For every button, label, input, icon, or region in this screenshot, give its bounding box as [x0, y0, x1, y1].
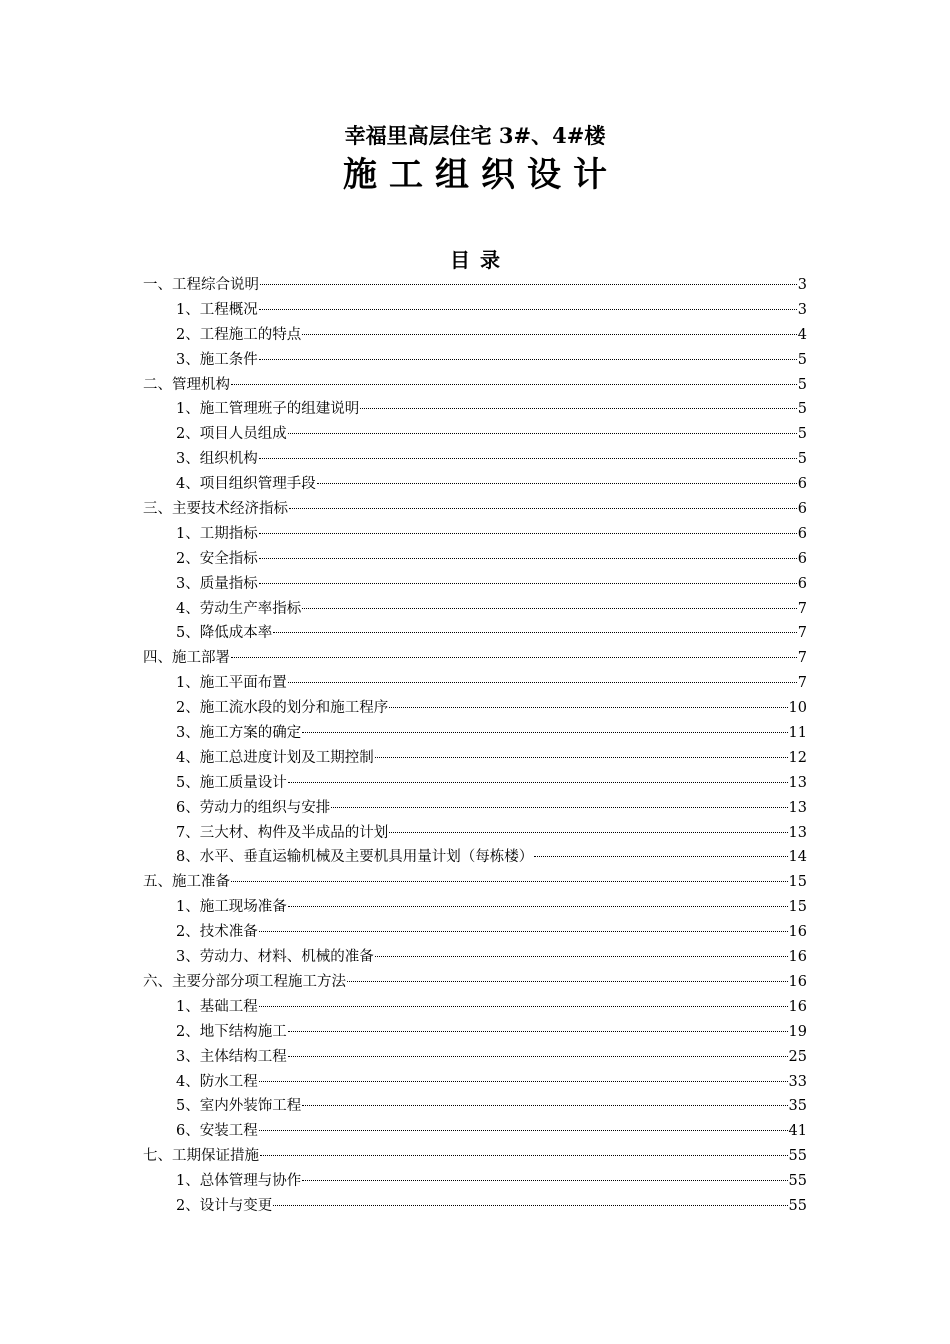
toc-entry-label: 3、施工方案的确定 — [176, 725, 302, 742]
toc-page-number: 15 — [788, 899, 807, 916]
toc-entry-label: 七、工期保证措施 — [143, 1148, 259, 1165]
document-title: 施工组织设计 — [343, 155, 619, 195]
toc-subsection-entry[interactable] — [143, 945, 807, 970]
toc-dot-leader — [259, 1130, 788, 1131]
toc-subsection-entry[interactable] — [143, 1169, 807, 1194]
toc-section-entry[interactable] — [143, 870, 807, 895]
table-of-contents — [143, 273, 807, 1219]
toc-subsection-entry[interactable] — [143, 845, 807, 870]
toc-page-number: 7 — [797, 600, 807, 617]
toc-subsection-entry[interactable] — [143, 1070, 807, 1095]
toc-entry-label: 8、水平、垂直运输机械及主要机具用量计划（每栋楼） — [176, 849, 534, 866]
toc-dot-leader — [288, 433, 797, 434]
toc-dot-leader — [288, 906, 788, 907]
toc-entry-label: 1、施工现场准备 — [176, 899, 287, 916]
toc-page-number: 13 — [788, 799, 807, 816]
toc-dot-leader — [260, 1155, 788, 1156]
toc-dot-leader — [288, 1056, 788, 1057]
toc-entry-label: 一、工程综合说明 — [143, 277, 259, 293]
toc-entry-label: 6、劳动力的组织与安排 — [176, 799, 331, 816]
toc-entry-label: 2、工程施工的特点 — [176, 326, 302, 343]
toc-dot-leader — [288, 782, 788, 783]
toc-page-number: 15 — [788, 874, 807, 891]
toc-entry-label: 7、三大材、构件及半成品的计划 — [176, 824, 389, 841]
toc-entry-label: 4、劳动生产率指标 — [176, 600, 302, 617]
toc-dot-leader — [273, 632, 797, 633]
toc-dot-leader — [375, 956, 788, 957]
toc-dot-leader — [317, 483, 797, 484]
project-title: 幸福里高层住宅 3#、4#楼 — [344, 123, 606, 148]
toc-subsection-entry[interactable] — [143, 1094, 807, 1119]
toc-page-number: 5 — [797, 401, 807, 418]
toc-entry-label: 2、设计与变更 — [176, 1197, 273, 1214]
toc-page-number: 55 — [788, 1173, 807, 1190]
toc-dot-leader — [389, 832, 787, 833]
toc-dot-leader — [259, 1006, 788, 1007]
toc-page-number: 19 — [788, 1023, 807, 1040]
toc-subsection-entry[interactable] — [143, 447, 807, 472]
toc-subsection-entry[interactable] — [143, 1020, 807, 1045]
toc-page-number: 14 — [788, 849, 807, 866]
toc-subsection-entry[interactable] — [143, 746, 807, 771]
toc-dot-leader — [389, 707, 787, 708]
toc-subsection-entry[interactable] — [143, 597, 807, 622]
toc-dot-leader — [347, 981, 788, 982]
toc-page-number: 16 — [788, 998, 807, 1015]
toc-page-number: 35 — [788, 1098, 807, 1115]
toc-entry-label: 2、安全指标 — [176, 550, 258, 567]
toc-page-number: 55 — [788, 1197, 807, 1214]
toc-page-number: 55 — [788, 1148, 807, 1165]
toc-dot-leader — [259, 458, 797, 459]
toc-page-number: 6 — [797, 476, 807, 493]
toc-entry-label: 2、施工流水段的划分和施工程序 — [176, 700, 389, 717]
toc-dot-leader — [231, 657, 797, 658]
toc-entry-label: 4、施工总进度计划及工期控制 — [176, 749, 374, 766]
toc-dot-leader — [231, 384, 797, 385]
toc-dot-leader — [288, 1031, 788, 1032]
toc-section-entry[interactable] — [143, 497, 807, 522]
toc-dot-leader — [259, 309, 797, 310]
toc-section-entry[interactable] — [143, 1144, 807, 1169]
toc-subsection-entry[interactable] — [143, 422, 807, 447]
toc-dot-leader — [289, 508, 797, 509]
toc-page-number: 33 — [788, 1073, 807, 1090]
toc-dot-leader — [534, 856, 787, 857]
toc-page-number: 12 — [788, 749, 807, 766]
toc-page-number: 3 — [797, 277, 807, 293]
toc-dot-leader — [259, 359, 797, 360]
toc-dot-leader — [260, 284, 797, 285]
toc-dot-leader — [259, 931, 788, 932]
toc-entry-label: 3、主体结构工程 — [176, 1048, 287, 1065]
toc-dot-leader — [302, 1105, 787, 1106]
toc-subsection-entry[interactable] — [143, 522, 807, 547]
toc-dot-leader — [231, 881, 788, 882]
toc-entry-label: 4、项目组织管理手段 — [176, 476, 316, 493]
toc-dot-leader — [375, 757, 788, 758]
toc-subsection-entry[interactable] — [143, 397, 807, 422]
toc-subsection-entry[interactable] — [143, 1119, 807, 1144]
toc-dot-leader — [273, 1205, 787, 1206]
toc-page-number: 11 — [788, 725, 807, 742]
toc-dot-leader — [259, 583, 797, 584]
toc-entry-label: 五、施工准备 — [143, 874, 230, 891]
toc-subsection-entry[interactable] — [143, 696, 807, 721]
toc-entry-label: 三、主要技术经济指标 — [143, 501, 288, 518]
toc-subsection-entry[interactable] — [143, 920, 807, 945]
toc-dot-leader — [302, 334, 797, 335]
toc-page-number: 4 — [797, 326, 807, 343]
toc-page-number: 41 — [788, 1123, 807, 1140]
toc-section-entry[interactable] — [143, 273, 807, 298]
toc-page-number: 6 — [797, 575, 807, 592]
toc-dot-leader — [360, 408, 797, 409]
toc-subsection-entry[interactable] — [143, 796, 807, 821]
toc-dot-leader — [259, 558, 797, 559]
toc-page-number: 7 — [797, 675, 807, 692]
toc-subsection-entry[interactable] — [143, 323, 807, 348]
toc-subsection-entry[interactable] — [143, 547, 807, 572]
toc-page-number: 6 — [797, 525, 807, 542]
toc-entry-label: 1、施工管理班子的组建说明 — [176, 401, 360, 418]
toc-page-number: 3 — [797, 301, 807, 318]
toc-section-entry[interactable] — [143, 646, 807, 671]
toc-page-number: 7 — [797, 625, 807, 642]
toc-dot-leader — [302, 608, 797, 609]
toc-dot-leader — [259, 1081, 788, 1082]
toc-page-number: 7 — [797, 650, 807, 667]
toc-entry-label: 2、技术准备 — [176, 924, 258, 941]
toc-entry-label: 1、工程概况 — [176, 301, 258, 318]
toc-entry-label: 2、地下结构施工 — [176, 1023, 287, 1040]
toc-entry-label: 1、工期指标 — [176, 525, 258, 542]
toc-subsection-entry[interactable] — [143, 572, 807, 597]
toc-subsection-entry[interactable] — [143, 348, 807, 373]
toc-entry-label: 六、主要分部分项工程施工方法 — [143, 973, 346, 990]
toc-page-number: 13 — [788, 824, 807, 841]
toc-subsection-entry[interactable] — [143, 671, 807, 696]
toc-page-number: 10 — [788, 700, 807, 717]
toc-subsection-entry[interactable] — [143, 298, 807, 323]
toc-entry-label: 5、施工质量设计 — [176, 774, 287, 791]
toc-subsection-entry[interactable] — [143, 1045, 807, 1070]
toc-page-number: 5 — [797, 376, 807, 393]
toc-page-number: 16 — [788, 973, 807, 990]
toc-subsection-entry[interactable] — [143, 771, 807, 796]
toc-entry-label: 3、质量指标 — [176, 575, 258, 592]
toc-subsection-entry[interactable] — [143, 1194, 807, 1219]
toc-entry-label: 3、组织机构 — [176, 451, 258, 468]
toc-subsection-entry[interactable] — [143, 995, 807, 1020]
toc-dot-leader — [302, 732, 787, 733]
toc-entry-label: 二、管理机构 — [143, 376, 230, 393]
toc-dot-leader — [288, 682, 797, 683]
toc-heading: 目录 — [450, 248, 510, 272]
toc-entry-label: 四、施工部署 — [143, 650, 230, 667]
toc-entry-label: 3、施工条件 — [176, 351, 258, 368]
toc-entry-label: 6、安装工程 — [176, 1123, 258, 1140]
toc-entry-label: 3、劳动力、材料、机械的准备 — [176, 949, 374, 966]
toc-dot-leader — [302, 1180, 787, 1181]
toc-page-number: 5 — [797, 351, 807, 368]
toc-entry-label: 5、室内外装饰工程 — [176, 1098, 302, 1115]
toc-subsection-entry[interactable] — [143, 621, 807, 646]
toc-entry-label: 2、项目人员组成 — [176, 426, 287, 443]
toc-subsection-entry[interactable] — [143, 895, 807, 920]
toc-dot-leader — [331, 807, 787, 808]
toc-subsection-entry[interactable] — [143, 721, 807, 746]
toc-entry-label: 1、施工平面布置 — [176, 675, 287, 692]
toc-entry-label: 5、降低成本率 — [176, 625, 273, 642]
toc-page-number: 6 — [797, 550, 807, 567]
toc-page-number: 13 — [788, 774, 807, 791]
toc-dot-leader — [259, 533, 797, 534]
toc-entry-label: 1、基础工程 — [176, 998, 258, 1015]
toc-page-number: 16 — [788, 924, 807, 941]
toc-entry-label: 4、防水工程 — [176, 1073, 258, 1090]
toc-subsection-entry[interactable] — [143, 472, 807, 497]
toc-subsection-entry[interactable] — [143, 821, 807, 846]
toc-section-entry[interactable] — [143, 970, 807, 995]
toc-page-number: 5 — [797, 426, 807, 443]
toc-page-number: 6 — [797, 501, 807, 518]
toc-page-number: 25 — [788, 1048, 807, 1065]
toc-section-entry[interactable] — [143, 373, 807, 398]
toc-page-number: 5 — [797, 451, 807, 468]
toc-page-number: 16 — [788, 949, 807, 966]
toc-entry-label: 1、总体管理与协作 — [176, 1173, 302, 1190]
